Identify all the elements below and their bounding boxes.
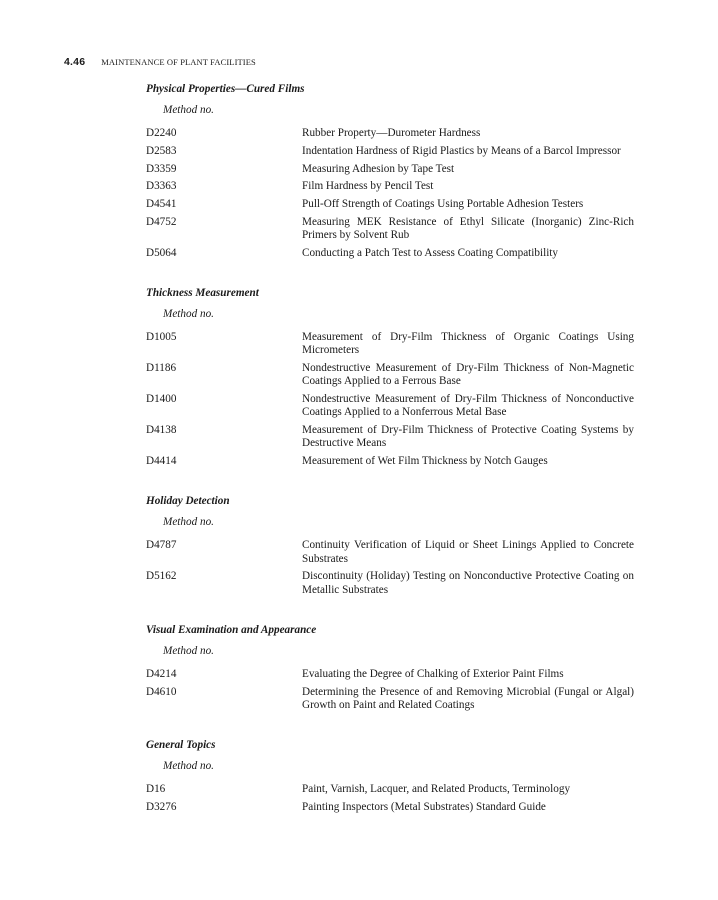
method-no-subhead: Method no.: [163, 516, 214, 529]
method-description: Evaluating the Degree of Chalking of Exterior Paint Films: [302, 667, 564, 680]
method-description: Film Hardness by Pencil Test: [302, 180, 434, 193]
method-description: Continuity Verification of Liquid or Sheet Linings Applied to Concrete Substrates: [302, 539, 634, 565]
method-description: Conducting a Patch Test to Assess Coating Compatibility: [302, 246, 559, 259]
method-description: Nondestructive Measurement of Dry-Film Thickness of Nonconductive Coatings Applied to a Nonferrous Metal Base: [302, 393, 634, 419]
running-head: MAINTENANCE OF PLANT FACILITIES: [101, 57, 256, 67]
table-row: [146, 424, 634, 450]
method-code: D5162: [146, 570, 177, 583]
section-general-topics: [146, 738, 634, 814]
table-row: [146, 393, 634, 419]
method-code: D3363: [146, 180, 177, 193]
method-description: Indentation Hardness of Rigid Plastics by Means of a Barcol Impressor: [302, 144, 621, 157]
method-description: Measuring MEK Resistance of Ethyl Silicate (Inorganic) Zinc-Rich Primers by Solvent Rub: [302, 215, 634, 242]
method-description: Nondestructive Measurement of Dry-Film Thickness of Non-Magnetic Coatings Applied to a Ferrous Base: [302, 362, 634, 388]
table-row: [146, 668, 634, 681]
method-code: D2583: [146, 144, 177, 157]
method-code: D3276: [146, 800, 177, 813]
method-code: D2240: [146, 127, 177, 139]
table-row: [146, 163, 634, 176]
method-description: Measurement of Dry-Film Thickness of Organic Coatings Using Micrometers: [302, 331, 634, 357]
table-row: [146, 539, 634, 565]
method-code: D1186: [146, 362, 177, 375]
method-code: D1400: [146, 393, 177, 406]
method-code: D4610: [146, 685, 177, 698]
section-title: Holiday Detection: [146, 495, 230, 508]
method-no-subhead: Method no.: [163, 104, 214, 116]
section-visual-examination: [146, 623, 634, 712]
method-code: D3359: [146, 162, 177, 175]
table-row: [146, 783, 634, 796]
section-title: Physical Properties—Cured Films: [146, 83, 305, 95]
table-row: [146, 455, 634, 468]
method-no-subhead: Method no.: [163, 760, 214, 772]
method-description: Rubber Property—Durometer Hardness: [302, 127, 481, 139]
table-row: [146, 362, 634, 388]
method-description: Measuring Adhesion by Tape Test: [302, 162, 455, 175]
method-code: D4541: [146, 198, 177, 211]
section-title: General Topics: [146, 739, 216, 751]
method-code: D4214: [146, 667, 177, 680]
page-number: 4.46: [64, 56, 86, 68]
table-row: [146, 686, 634, 712]
method-code: D5064: [146, 246, 177, 259]
table-row: [146, 570, 634, 596]
table-row: [146, 198, 634, 211]
table-row: [146, 180, 634, 193]
table-row: [146, 127, 634, 140]
section-title: Visual Examination and Appearance: [146, 623, 317, 636]
table-row: [146, 801, 634, 814]
table-row: [146, 216, 634, 242]
table-row: [146, 247, 634, 260]
method-code: D4414: [146, 455, 177, 468]
method-description: Paint, Varnish, Lacquer, and Related Products, Terminology: [302, 783, 571, 795]
method-description: Pull-Off Strength of Coatings Using Portable Adhesion Testers: [302, 198, 584, 211]
method-description: Measurement of Wet Film Thickness by Notch Gauges: [302, 455, 548, 468]
section-title: Thickness Measurement: [146, 287, 259, 300]
section-physical-properties: [146, 82, 634, 260]
page-header: [64, 52, 256, 70]
method-code: D4138: [146, 424, 177, 437]
section-holiday-detection: [146, 494, 634, 596]
table-row: [146, 331, 634, 357]
content-area: [146, 82, 634, 840]
method-code: D1005: [146, 331, 177, 344]
method-no-subhead: Method no.: [163, 308, 214, 321]
method-no-subhead: Method no.: [163, 644, 214, 657]
method-description: Discontinuity (Holiday) Testing on Nonconductive Protective Coating on Metallic Substrates: [302, 570, 634, 596]
method-description: Measurement of Dry-Film Thickness of Protective Coating Systems by Destructive Means: [302, 424, 634, 450]
method-code: D4752: [146, 215, 177, 228]
method-code: D16: [146, 783, 166, 795]
table-row: [146, 145, 634, 158]
method-description: Painting Inspectors (Metal Substrates) Standard Guide: [302, 800, 546, 813]
method-code: D4787: [146, 539, 177, 552]
section-thickness-measurement: [146, 286, 634, 468]
method-description: Determining the Presence of and Removing Microbial (Fungal or Algal) Growth on Paint and Related Coatings: [302, 685, 634, 711]
